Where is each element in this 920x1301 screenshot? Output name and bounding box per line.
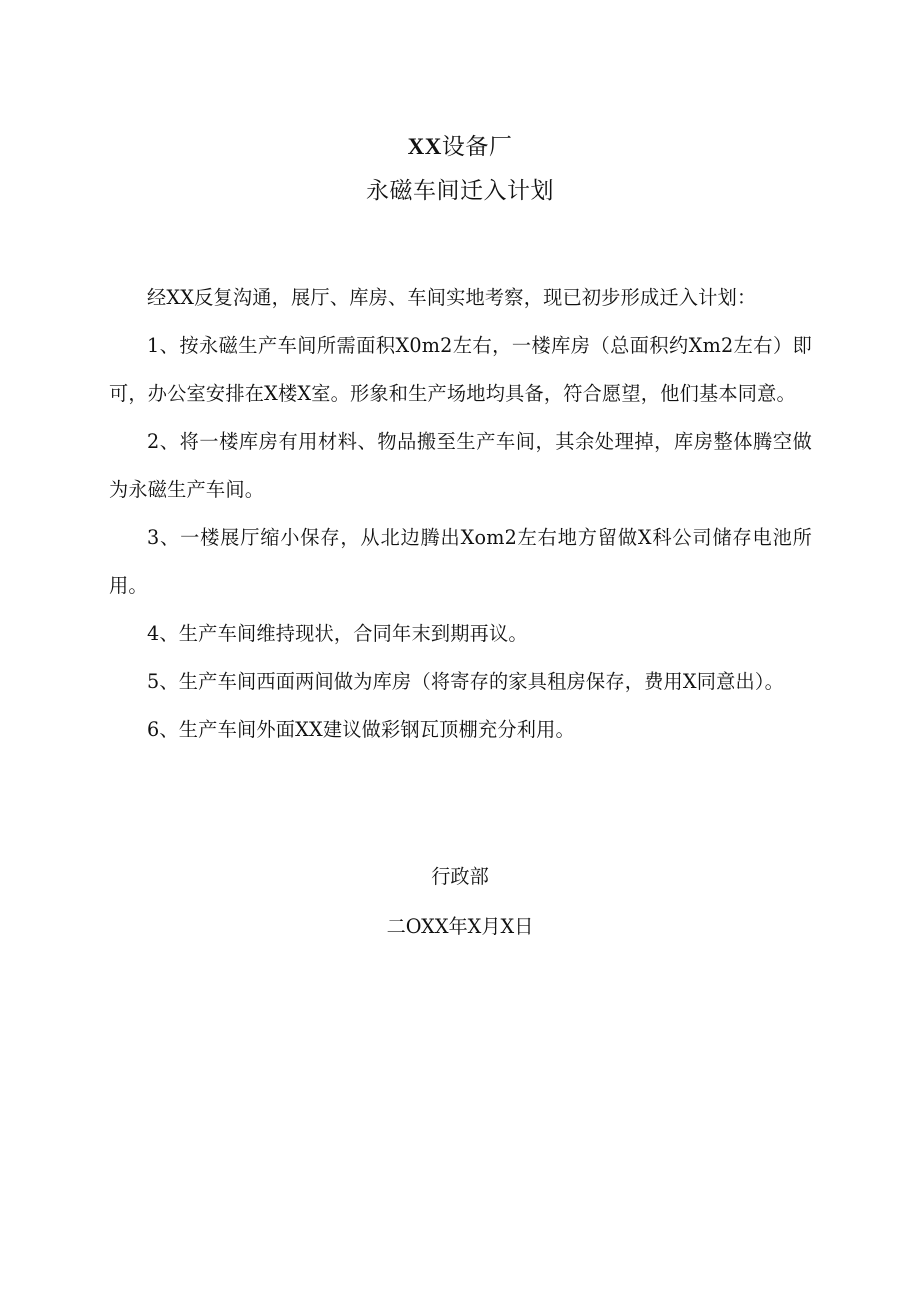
- document-body: [109, 274, 812, 754]
- plan-title: 永磁车间迁入计划: [366, 178, 554, 204]
- item-6-paragraph: 6、生产车间外面XX建议做彩钢瓦顶棚充分利用。: [147, 718, 575, 741]
- document-date: 二OXX年X月X日: [386, 915, 534, 938]
- company-suffix: 设备厂: [441, 134, 513, 160]
- company-code: XX: [407, 134, 442, 159]
- intro-paragraph: 经XX反复沟通，展厅、库房、车间实地考察，现已初步形成迁入计划：: [147, 286, 757, 309]
- document-heading: [0, 132, 920, 162]
- item-1-paragraph: 1、按永磁生产车间所需面积X0m2左右，一楼库房（总面积约Xm2左右）即可，办公室安排在X楼X室。形象和生产场地均具备，符合愿望，他们基本同意。: [109, 334, 812, 405]
- department-signature: 行政部: [431, 865, 489, 888]
- item-3-paragraph: 3、一楼展厅缩小保存，从北边腾出Xom2左右地方留做X科公司储存电池所用。: [109, 526, 812, 597]
- item-5-paragraph: 5、生产车间西面两间做为库房（将寄存的家具租房保存，费用X同意出）。: [147, 670, 785, 693]
- item-4-paragraph: 4、生产车间维持现状，合同年末到期再议。: [147, 622, 528, 645]
- item-2-paragraph: 2、将一楼库房有用材料、物品搬至生产车间，其余处理掉，库房整体腾空做为永磁生产车间。: [109, 430, 812, 501]
